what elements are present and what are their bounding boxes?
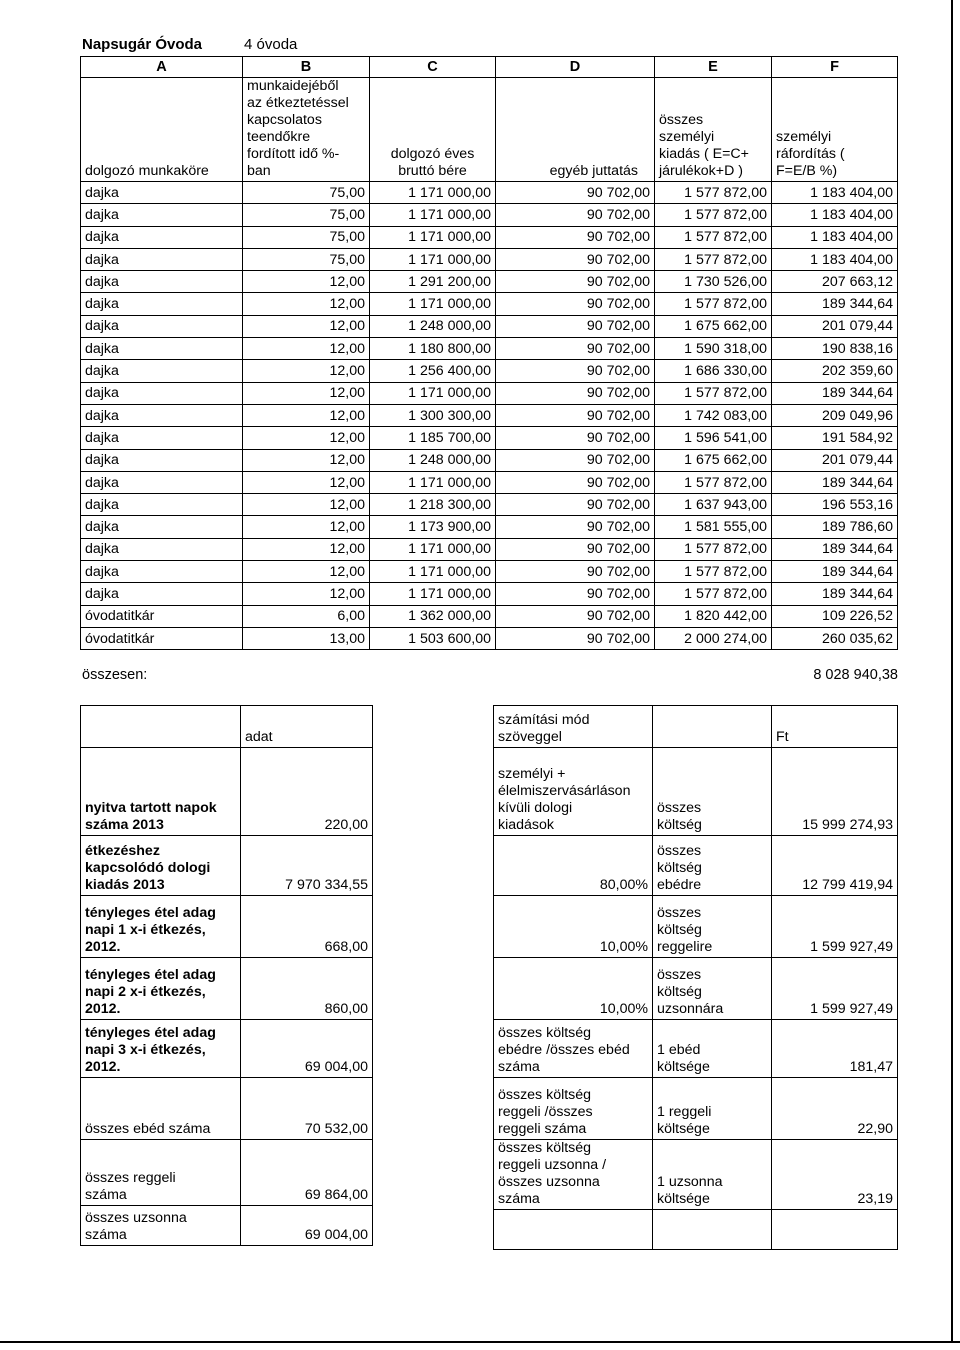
row-total-expense: 1 577 872,00 — [655, 293, 772, 315]
row-personal-cost: 189 786,60 — [772, 516, 898, 538]
row-gross-salary: 1 503 600,00 — [370, 627, 496, 649]
table-row — [81, 293, 898, 315]
row-personal-cost: 196 553,16 — [772, 494, 898, 516]
row-total-expense: 1 820 442,00 — [655, 605, 772, 627]
row-role: dajka — [81, 404, 243, 426]
row-role: dajka — [81, 360, 243, 382]
row-personal-cost: 1 183 404,00 — [772, 204, 898, 226]
input-label: nyitva tartott napok száma 2013 — [81, 748, 241, 836]
row-total-expense: 1 596 541,00 — [655, 427, 772, 449]
row-other-benefits: 90 702,00 — [496, 293, 655, 315]
row-time-share: 12,00 — [243, 293, 370, 315]
list-item — [81, 958, 373, 1020]
row-gross-salary: 1 248 000,00 — [370, 315, 496, 337]
row-total-expense: 1 581 555,00 — [655, 516, 772, 538]
row-time-share: 12,00 — [243, 338, 370, 360]
row-other-benefits: 90 702,00 — [496, 315, 655, 337]
right-header-empty — [653, 706, 772, 748]
row-total-expense: 1 675 662,00 — [655, 315, 772, 337]
column-header-row — [81, 78, 898, 182]
input-label: tényleges étel adag napi 2 x-i étkezés, 2012. — [81, 958, 241, 1020]
colhead-time-share: munkaidejéből az étkeztetéssel kapcsolatos teendőkre fordított idő %- ban — [243, 78, 370, 182]
row-time-share: 6,00 — [243, 605, 370, 627]
row-role: dajka — [81, 538, 243, 560]
row-other-benefits: 90 702,00 — [496, 516, 655, 538]
col-letter-a: A — [81, 57, 243, 78]
row-personal-cost: 189 344,64 — [772, 538, 898, 560]
row-personal-cost: 189 344,64 — [772, 293, 898, 315]
input-label: étkezéshez kapcsolódó dologi kiadás 2013 — [81, 836, 241, 896]
row-other-benefits: 90 702,00 — [496, 471, 655, 493]
row-role: dajka — [81, 204, 243, 226]
row-other-benefits: 90 702,00 — [496, 404, 655, 426]
calc-amount — [772, 1210, 898, 1250]
list-item — [494, 748, 898, 836]
input-label: tényleges étel adag napi 3 x-i étkezés, 2012. — [81, 1020, 241, 1078]
row-time-share: 75,00 — [243, 226, 370, 248]
row-total-expense: 1 686 330,00 — [655, 360, 772, 382]
calc-label: 1 reggeli költsége — [653, 1078, 772, 1140]
table-row — [81, 271, 898, 293]
calc-label: 1 uzsonna költsége — [653, 1140, 772, 1210]
row-role: dajka — [81, 494, 243, 516]
left-header-row — [81, 706, 373, 748]
row-time-share: 12,00 — [243, 583, 370, 605]
row-other-benefits: 90 702,00 — [496, 605, 655, 627]
list-item — [494, 836, 898, 896]
calculation-table — [493, 705, 898, 1250]
row-gross-salary: 1 248 000,00 — [370, 449, 496, 471]
list-item — [81, 748, 373, 836]
table-row — [81, 605, 898, 627]
row-gross-salary: 1 171 000,00 — [370, 226, 496, 248]
row-time-share: 12,00 — [243, 494, 370, 516]
calc-label: összes költség uzsonnára — [653, 958, 772, 1020]
calc-method: összes költség ebédre /összes ebéd száma — [494, 1020, 653, 1078]
row-role: óvodatitkár — [81, 627, 243, 649]
row-time-share: 13,00 — [243, 627, 370, 649]
list-item — [494, 958, 898, 1020]
row-total-expense: 1 637 943,00 — [655, 494, 772, 516]
row-time-share: 12,00 — [243, 516, 370, 538]
row-personal-cost: 189 344,64 — [772, 561, 898, 583]
row-time-share: 12,00 — [243, 404, 370, 426]
table-row — [81, 204, 898, 226]
list-item — [81, 896, 373, 958]
row-personal-cost: 109 226,52 — [772, 605, 898, 627]
calc-amount: 23,19 — [772, 1140, 898, 1210]
table-row — [81, 315, 898, 337]
row-other-benefits: 90 702,00 — [496, 204, 655, 226]
row-personal-cost: 201 079,44 — [772, 315, 898, 337]
table-row — [81, 449, 898, 471]
table-row — [81, 471, 898, 493]
right-header-row — [494, 706, 898, 748]
row-role: dajka — [81, 338, 243, 360]
row-other-benefits: 90 702,00 — [496, 360, 655, 382]
list-item — [81, 1078, 373, 1140]
input-data-table — [80, 705, 373, 1246]
allocation-percent: 80,00% — [494, 836, 653, 896]
row-role: óvodatitkár — [81, 605, 243, 627]
row-role: dajka — [81, 226, 243, 248]
row-role: dajka — [81, 182, 243, 204]
row-personal-cost: 209 049,96 — [772, 404, 898, 426]
row-personal-cost: 202 359,60 — [772, 360, 898, 382]
row-total-expense: 2 000 274,00 — [655, 627, 772, 649]
row-personal-cost: 191 584,92 — [772, 427, 898, 449]
row-gross-salary: 1 291 200,00 — [370, 271, 496, 293]
input-value: 860,00 — [241, 958, 373, 1020]
colhead-role: dolgozó munkaköre — [81, 78, 243, 182]
row-other-benefits: 90 702,00 — [496, 427, 655, 449]
row-total-expense: 1 577 872,00 — [655, 182, 772, 204]
list-item — [494, 896, 898, 958]
row-total-expense: 1 590 318,00 — [655, 338, 772, 360]
row-role: dajka — [81, 382, 243, 404]
table-row — [81, 494, 898, 516]
staff-cost-table — [80, 56, 898, 650]
row-total-expense: 1 577 872,00 — [655, 204, 772, 226]
calc-label: összes költség — [653, 748, 772, 836]
col-letter-e: E — [655, 57, 772, 78]
calc-amount: 22,90 — [772, 1078, 898, 1140]
table-row — [81, 404, 898, 426]
row-total-expense: 1 577 872,00 — [655, 583, 772, 605]
calc-label: összes költség ebédre — [653, 836, 772, 896]
right-header-unit: Ft — [772, 706, 898, 748]
row-role: dajka — [81, 271, 243, 293]
list-item — [81, 1140, 373, 1206]
unit-name: 4 óvoda — [244, 36, 298, 53]
list-item — [494, 1020, 898, 1078]
list-item — [494, 1210, 898, 1250]
row-total-expense: 1 730 526,00 — [655, 271, 772, 293]
row-personal-cost: 1 183 404,00 — [772, 226, 898, 248]
calc-label: 1 ebéd költsége — [653, 1020, 772, 1078]
row-personal-cost: 189 344,64 — [772, 583, 898, 605]
input-value: 70 532,00 — [241, 1078, 373, 1140]
row-total-expense: 1 577 872,00 — [655, 471, 772, 493]
table-row — [81, 360, 898, 382]
document-title — [82, 36, 298, 53]
row-gross-salary: 1 171 000,00 — [370, 248, 496, 270]
row-time-share: 12,00 — [243, 427, 370, 449]
colhead-personal-cost: személyi ráfordítás ( F=E/B %) — [772, 78, 898, 182]
col-letter-f: F — [772, 57, 898, 78]
row-personal-cost: 207 663,12 — [772, 271, 898, 293]
colhead-total-personal-expense: összes személyi kiadás ( E=C+ járulékok+D ) — [655, 78, 772, 182]
row-other-benefits: 90 702,00 — [496, 182, 655, 204]
row-gross-salary: 1 256 400,00 — [370, 360, 496, 382]
total-value: 8 028 940,38 — [813, 667, 898, 683]
row-time-share: 75,00 — [243, 204, 370, 226]
row-role: dajka — [81, 583, 243, 605]
row-total-expense: 1 577 872,00 — [655, 226, 772, 248]
row-gross-salary: 1 362 000,00 — [370, 605, 496, 627]
left-header-label: adat — [241, 706, 373, 748]
list-item — [81, 836, 373, 896]
row-time-share: 75,00 — [243, 182, 370, 204]
row-role: dajka — [81, 449, 243, 471]
calc-amount: 181,47 — [772, 1020, 898, 1078]
row-time-share: 75,00 — [243, 248, 370, 270]
table-row — [81, 382, 898, 404]
row-gross-salary: 1 180 800,00 — [370, 338, 496, 360]
list-item — [494, 1078, 898, 1140]
left-header-empty — [81, 706, 241, 748]
col-letter-c: C — [370, 57, 496, 78]
colhead-gross-salary: dolgozó éves bruttó bére — [370, 78, 496, 182]
calc-method: személyi + élelmiszervásárláson kívüli dologi kiadások — [494, 748, 653, 836]
row-role: dajka — [81, 293, 243, 315]
calc-method: összes költség reggeli uzsonna / összes uzsonna száma — [494, 1140, 653, 1210]
calc-label — [653, 1210, 772, 1250]
allocation-percent: 10,00% — [494, 958, 653, 1020]
input-label: összes ebéd száma — [81, 1078, 241, 1140]
right-header-mode: számítási mód szöveggel — [494, 706, 653, 748]
row-other-benefits: 90 702,00 — [496, 494, 655, 516]
institution-name: Napsugár Óvoda — [82, 36, 203, 53]
row-total-expense: 1 742 083,00 — [655, 404, 772, 426]
row-gross-salary: 1 171 000,00 — [370, 204, 496, 226]
row-total-expense: 1 577 872,00 — [655, 561, 772, 583]
calc-label: összes költség reggelire — [653, 896, 772, 958]
row-personal-cost: 189 344,64 — [772, 471, 898, 493]
row-other-benefits: 90 702,00 — [496, 449, 655, 471]
input-value: 69 004,00 — [241, 1206, 373, 1246]
staff-rows — [81, 182, 898, 650]
colhead-other-benefits: egyéb juttatás — [496, 78, 655, 182]
row-role: dajka — [81, 471, 243, 493]
input-value: 7 970 334,55 — [241, 836, 373, 896]
row-role: dajka — [81, 561, 243, 583]
calc-method: összes költség reggeli /összes reggeli száma — [494, 1078, 653, 1140]
row-other-benefits: 90 702,00 — [496, 248, 655, 270]
row-time-share: 12,00 — [243, 449, 370, 471]
row-gross-salary: 1 185 700,00 — [370, 427, 496, 449]
table-row — [81, 248, 898, 270]
table-row — [81, 226, 898, 248]
row-role: dajka — [81, 427, 243, 449]
input-value: 69 864,00 — [241, 1140, 373, 1206]
table-row — [81, 427, 898, 449]
input-value: 220,00 — [241, 748, 373, 836]
row-gross-salary: 1 171 000,00 — [370, 382, 496, 404]
total-label: összesen: — [82, 667, 148, 683]
col-letter-b: B — [243, 57, 370, 78]
row-role: dajka — [81, 516, 243, 538]
row-gross-salary: 1 173 900,00 — [370, 516, 496, 538]
table-row — [81, 627, 898, 649]
row-gross-salary: 1 300 300,00 — [370, 404, 496, 426]
table-row — [81, 338, 898, 360]
row-role: dajka — [81, 315, 243, 337]
calc-amount: 12 799 419,94 — [772, 836, 898, 896]
row-gross-salary: 1 171 000,00 — [370, 538, 496, 560]
row-other-benefits: 90 702,00 — [496, 583, 655, 605]
row-time-share: 12,00 — [243, 271, 370, 293]
table-row — [81, 516, 898, 538]
row-other-benefits: 90 702,00 — [496, 538, 655, 560]
table-row — [81, 538, 898, 560]
row-personal-cost: 1 183 404,00 — [772, 182, 898, 204]
row-total-expense: 1 577 872,00 — [655, 382, 772, 404]
page-right-rule — [951, 0, 953, 1343]
calc-amount: 15 999 274,93 — [772, 748, 898, 836]
row-gross-salary: 1 171 000,00 — [370, 583, 496, 605]
input-label: összes uzsonna száma — [81, 1206, 241, 1246]
row-other-benefits: 90 702,00 — [496, 226, 655, 248]
row-gross-salary: 1 171 000,00 — [370, 182, 496, 204]
row-gross-salary: 1 171 000,00 — [370, 471, 496, 493]
row-gross-salary: 1 218 300,00 — [370, 494, 496, 516]
input-label: tényleges étel adag napi 1 x-i étkezés, 2012. — [81, 896, 241, 958]
list-item — [494, 1140, 898, 1210]
row-personal-cost: 260 035,62 — [772, 627, 898, 649]
row-time-share: 12,00 — [243, 382, 370, 404]
row-time-share: 12,00 — [243, 538, 370, 560]
calc-method — [494, 1210, 653, 1250]
row-total-expense: 1 577 872,00 — [655, 538, 772, 560]
calc-amount: 1 599 927,49 — [772, 958, 898, 1020]
row-gross-salary: 1 171 000,00 — [370, 293, 496, 315]
row-time-share: 12,00 — [243, 471, 370, 493]
row-personal-cost: 201 079,44 — [772, 449, 898, 471]
row-role: dajka — [81, 248, 243, 270]
column-letters-row — [81, 57, 898, 78]
row-personal-cost: 189 344,64 — [772, 382, 898, 404]
row-other-benefits: 90 702,00 — [496, 561, 655, 583]
table-row — [81, 561, 898, 583]
row-total-expense: 1 577 872,00 — [655, 248, 772, 270]
row-other-benefits: 90 702,00 — [496, 338, 655, 360]
list-item — [81, 1020, 373, 1078]
col-letter-d: D — [496, 57, 655, 78]
row-time-share: 12,00 — [243, 360, 370, 382]
table-row — [81, 182, 898, 204]
row-other-benefits: 90 702,00 — [496, 271, 655, 293]
list-item — [81, 1206, 373, 1246]
row-personal-cost: 190 838,16 — [772, 338, 898, 360]
table-row — [81, 583, 898, 605]
input-label: összes reggeli száma — [81, 1140, 241, 1206]
row-gross-salary: 1 171 000,00 — [370, 561, 496, 583]
calc-amount: 1 599 927,49 — [772, 896, 898, 958]
row-time-share: 12,00 — [243, 561, 370, 583]
page-bottom-rule — [0, 1341, 960, 1343]
row-total-expense: 1 675 662,00 — [655, 449, 772, 471]
row-other-benefits: 90 702,00 — [496, 627, 655, 649]
row-other-benefits: 90 702,00 — [496, 382, 655, 404]
row-time-share: 12,00 — [243, 315, 370, 337]
input-value: 69 004,00 — [241, 1020, 373, 1078]
allocation-percent: 10,00% — [494, 896, 653, 958]
input-value: 668,00 — [241, 896, 373, 958]
row-personal-cost: 1 183 404,00 — [772, 248, 898, 270]
